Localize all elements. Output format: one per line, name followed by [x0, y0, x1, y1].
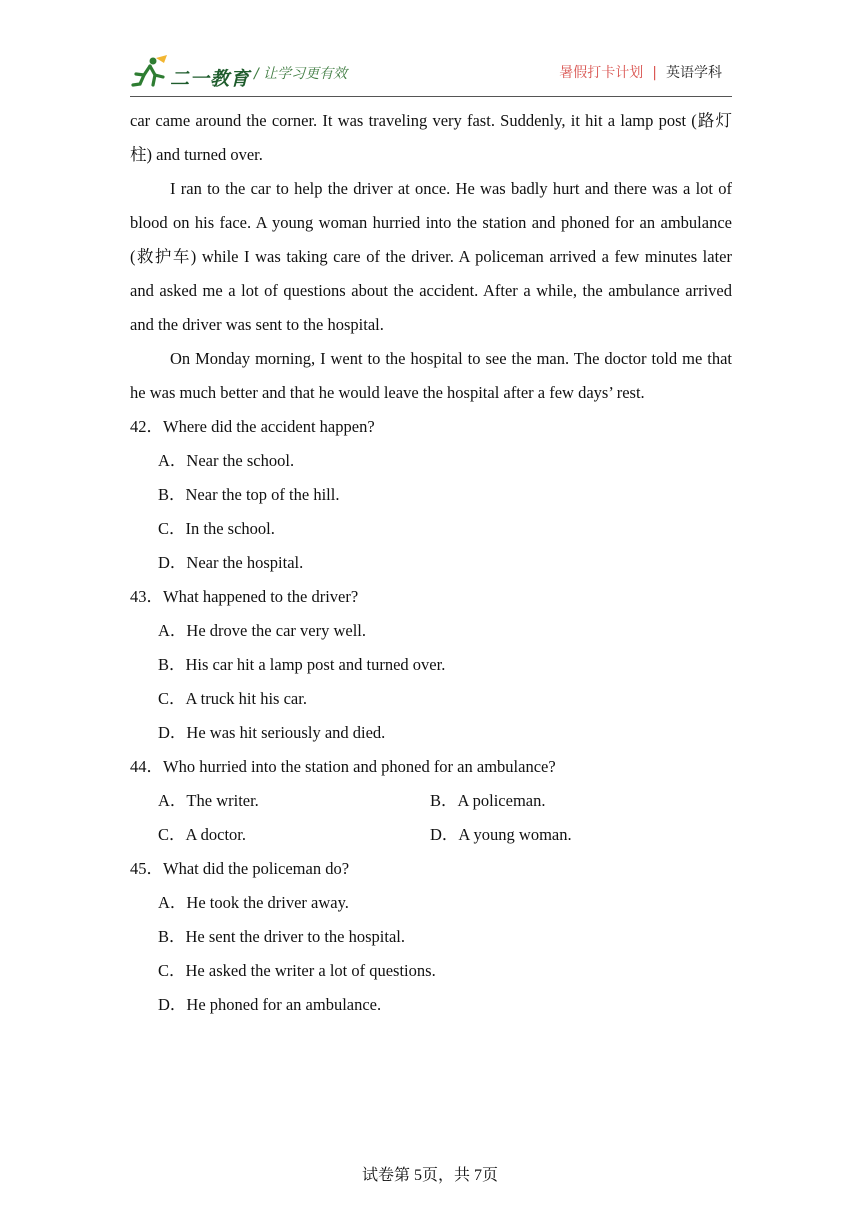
passage-paragraph: I ran to the car to help the driver at once. He was badly hurt and there was a lot of blood on his face. A young woman hurried into the station and phoned for an ambulance (救护车) while I was taking care of the driver. A policeman arrived a few minutes later and asked me a lot of questions about the accident. After a while, the ambulance arrived and the driver was sent to the hospital. [130, 179, 732, 334]
answer-option: D．Near the hospital. [158, 553, 304, 572]
answer-option: C．He asked the writer a lot of questions. [158, 961, 436, 980]
answer-option: A．Near the school. [158, 451, 295, 470]
answer-option: A．He drove the car very well. [158, 621, 366, 640]
answer-option: B．A policeman. [430, 791, 546, 810]
header-divider: | [652, 65, 657, 81]
question-stem: 44．Who hurried into the station and phoned for an ambulance? [130, 757, 556, 776]
header-right [559, 62, 722, 82]
answer-option: A．He took the driver away. [158, 893, 349, 912]
page-footer: 试卷第 5页，共 7页 [361, 1167, 498, 1184]
runner-icon [130, 54, 170, 92]
question-43 [130, 580, 732, 750]
campaign-label: 暑假打卡计划 [559, 65, 644, 81]
passage-paragraph: On Monday morning, I went to the hospital to see the man. The doctor told me that he was much better and that he would leave the hospital after a few days’ rest. [130, 349, 732, 402]
answer-option: D．He phoned for an ambulance. [158, 995, 382, 1014]
answer-option: B．His car hit a lamp post and turned over. [158, 655, 446, 674]
page-content [130, 104, 732, 1022]
subject-label: 英语学科 [666, 65, 722, 81]
answer-option: D．He was hit seriously and died. [158, 723, 386, 742]
option-row [130, 784, 732, 818]
question-44 [130, 750, 732, 852]
answer-option: C．In the school. [158, 519, 275, 538]
answer-option: D．A young woman. [430, 825, 572, 844]
passage-paragraph: car came around the corner. It was traveling very fast. Suddenly, it hit a lamp post (路灯柱) and turned over. [130, 111, 732, 164]
question-stem: 43．What happened to the driver? [130, 587, 359, 606]
header-rule [130, 96, 732, 97]
page-header [130, 52, 730, 96]
question-stem: 42．Where did the accident happen? [130, 417, 375, 436]
answer-option: B．Near the top of the hill. [158, 485, 340, 504]
answer-option: A．The writer. [158, 791, 259, 810]
question-stem: 45．What did the policeman do? [130, 859, 350, 878]
answer-option: C．A truck hit his car. [158, 689, 307, 708]
question-42 [130, 410, 732, 580]
answer-option: B．He sent the driver to the hospital. [158, 927, 405, 946]
answer-option: C．A doctor. [158, 825, 247, 844]
option-row [130, 818, 732, 852]
question-45 [130, 852, 732, 1022]
brand-name: 二一教育 [170, 69, 251, 90]
brand-slogan: / 让学习更有效 [254, 66, 348, 82]
brand-logo [130, 54, 251, 92]
